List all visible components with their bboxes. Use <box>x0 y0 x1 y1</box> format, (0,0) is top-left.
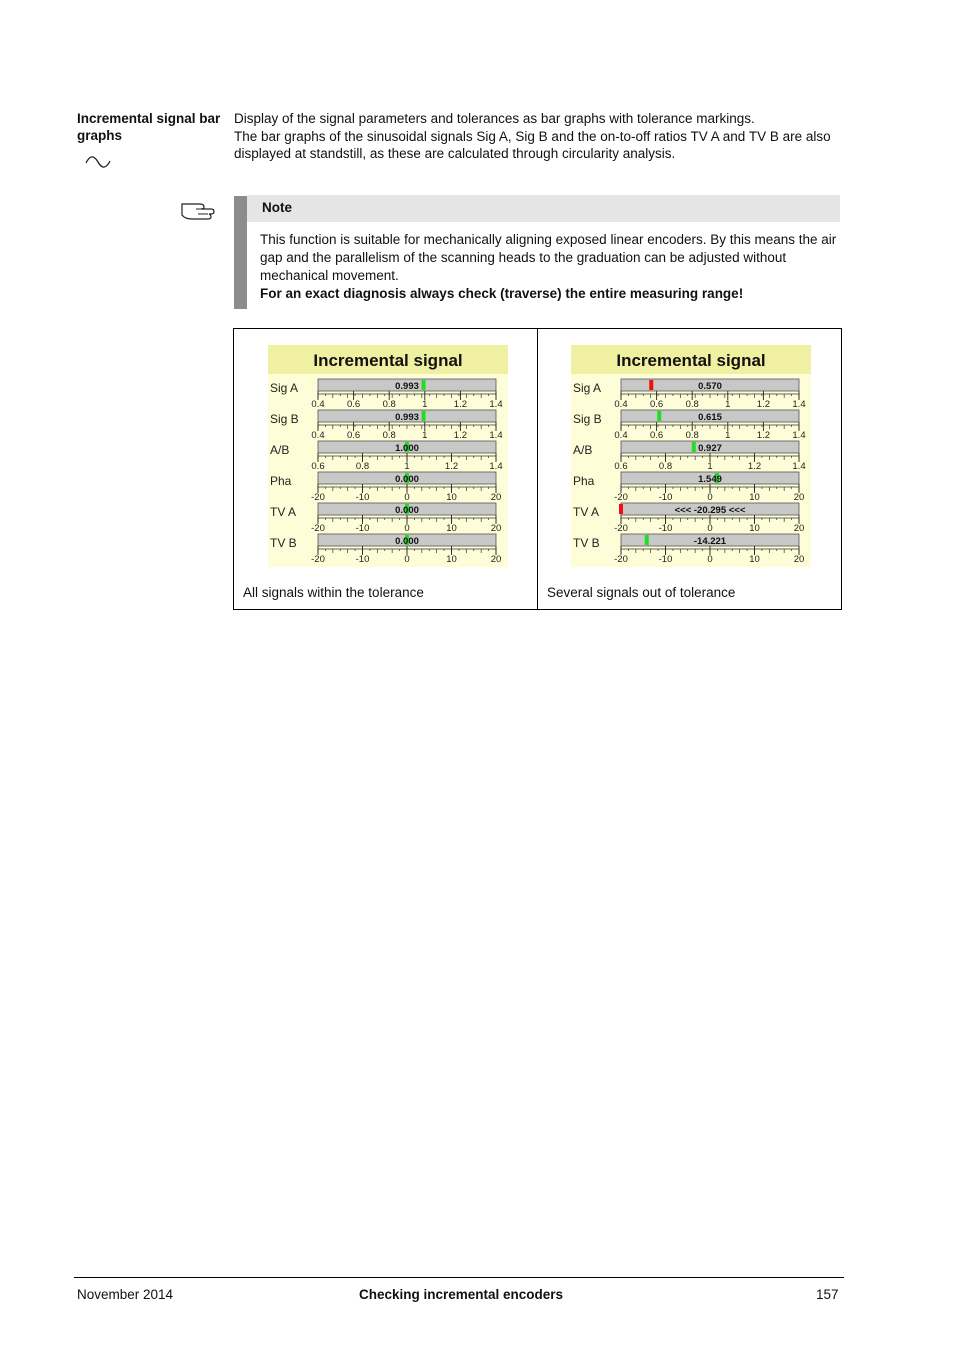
panel-title: Incremental signal <box>268 345 508 374</box>
tick-label: 1 <box>422 399 428 410</box>
tick-label: 1.4 <box>792 399 806 410</box>
tick-label: 1 <box>725 399 731 410</box>
tick-label: 0.4 <box>311 430 325 441</box>
tick-label: 1.2 <box>756 399 771 410</box>
tick-label: 0.6 <box>346 399 361 410</box>
bar-graph-panel <box>571 374 811 567</box>
footer-section-title: Checking incremental encoders <box>359 1287 564 1302</box>
tick-label: -10 <box>658 492 673 503</box>
tick-label: 1.4 <box>792 430 806 441</box>
tick-label: 0.6 <box>346 430 361 441</box>
signal-value: 0.927 <box>698 443 722 454</box>
panel-title: Incremental signal <box>571 345 811 374</box>
tick-label: -20 <box>311 492 325 503</box>
tick-label: 20 <box>490 523 502 534</box>
tick-label: 0.4 <box>614 399 628 410</box>
signal-label: A/B <box>573 443 593 457</box>
signal-value: 0.993 <box>395 412 419 423</box>
signal-value: 0.615 <box>698 412 722 423</box>
signal-label: TV B <box>573 536 600 550</box>
signal-label: TV A <box>270 505 297 519</box>
signal-value: <<< -20.295 <<< <box>674 505 746 516</box>
tick-label: -10 <box>355 523 370 534</box>
tick-label: 0 <box>707 523 713 534</box>
tick-label: 0.8 <box>685 430 699 441</box>
signal-label: Sig A <box>270 381 299 395</box>
signal-label: Sig A <box>573 381 602 395</box>
tick-label: 1.2 <box>756 430 771 441</box>
tick-label: 1.4 <box>792 461 806 472</box>
pointing-hand-icon <box>180 196 216 222</box>
tick-label: 1.2 <box>747 461 762 472</box>
value-marker <box>645 535 649 545</box>
signal-label: Pha <box>573 474 595 488</box>
value-marker <box>657 411 661 421</box>
tick-label: 1 <box>422 430 428 441</box>
sine-wave-icon <box>84 154 112 170</box>
value-marker <box>422 411 426 421</box>
tick-label: -20 <box>614 554 628 565</box>
tick-label: 10 <box>749 492 760 503</box>
tick-label: 0.6 <box>649 430 664 441</box>
figure-caption: All signals within the tolerance <box>243 585 424 600</box>
tick-label: -20 <box>311 554 325 565</box>
tick-label: 20 <box>490 554 502 565</box>
bar-graph-panel <box>268 374 508 567</box>
tick-label: 0.6 <box>311 461 325 472</box>
value-marker <box>422 380 426 390</box>
signal-value: 1.000 <box>395 443 419 454</box>
tick-label: 20 <box>793 554 805 565</box>
tick-label: 20 <box>490 492 502 503</box>
tick-label: 1 <box>725 430 731 441</box>
tick-label: 0.8 <box>685 399 699 410</box>
tick-label: 1 <box>707 461 713 472</box>
signal-label: Pha <box>270 474 292 488</box>
tick-label: -20 <box>614 492 628 503</box>
signal-label: TV A <box>573 505 600 519</box>
tick-label: 20 <box>793 523 805 534</box>
page-number: 157 <box>816 1287 839 1302</box>
tick-label: -10 <box>658 554 673 565</box>
tick-label: -10 <box>355 492 370 503</box>
value-marker <box>619 504 623 514</box>
tick-label: 20 <box>793 492 805 503</box>
signal-value: -14.221 <box>693 536 727 547</box>
figure-table <box>233 328 842 610</box>
tick-label: 1.4 <box>489 399 503 410</box>
tick-label: 0.8 <box>382 430 396 441</box>
footer-rule <box>74 1277 844 1278</box>
note-emphasis: For an exact diagnosis always check (traverse) the entire measuring range! <box>260 286 744 301</box>
intro-paragraph <box>234 110 844 163</box>
tick-label: 0.8 <box>382 399 396 410</box>
intro-text: Display of the signal parameters and tolerances as bar graphs with tolerance markings. The bar graphs of the sinusoidal signals Sig A, Sig B and the on-to-off ratios TV A and TV B are also displayed at standstill, as these are calculated through circularity analysis. <box>234 111 831 161</box>
tick-label: -10 <box>355 554 370 565</box>
tick-label: 1.4 <box>489 461 503 472</box>
tick-label: 0 <box>707 492 713 503</box>
tick-label: 0.4 <box>614 430 628 441</box>
value-marker <box>649 380 653 390</box>
signal-label: Sig B <box>573 412 602 426</box>
note-accent-bar <box>234 196 247 309</box>
value-marker <box>692 442 696 452</box>
tick-label: -10 <box>658 523 673 534</box>
tick-label: 1.4 <box>489 430 503 441</box>
tick-label: 10 <box>749 554 760 565</box>
tick-label: 10 <box>446 523 457 534</box>
signal-panel-in-tolerance <box>268 345 508 567</box>
note-body <box>260 231 840 303</box>
tick-label: 1.2 <box>444 461 459 472</box>
tick-label: 10 <box>446 554 457 565</box>
tick-label: 0.6 <box>614 461 628 472</box>
tick-label: 0.8 <box>355 461 370 472</box>
note-title: Note <box>247 195 840 222</box>
tick-label: 10 <box>749 523 760 534</box>
signal-label: Sig B <box>270 412 299 426</box>
footer-date: November 2014 <box>77 1287 174 1302</box>
signal-value: 0.000 <box>395 474 419 485</box>
note-text: This function is suitable for mechanically aligning exposed linear encoders. By this means the air gap and the parallelism of the scanning heads to the graduation can be adjusted without mechanical movement. <box>260 232 837 283</box>
tick-label: 0 <box>404 554 410 565</box>
tick-label: 0.6 <box>649 399 664 410</box>
signal-label: TV B <box>270 536 297 550</box>
signal-value: 0.570 <box>698 381 722 392</box>
tick-label: -20 <box>311 523 325 534</box>
section-heading: Incremental signal bar graphs <box>77 111 221 143</box>
signal-value: 0.000 <box>395 536 419 547</box>
signal-value: 1.549 <box>698 474 722 485</box>
tick-label: 0 <box>404 492 410 503</box>
figure-caption: Several signals out of tolerance <box>547 585 736 600</box>
tick-label: 1.2 <box>453 399 468 410</box>
tick-label: 0.4 <box>311 399 325 410</box>
signal-panel-out-of-tolerance <box>571 345 811 567</box>
signal-label: A/B <box>270 443 290 457</box>
tick-label: 0.8 <box>658 461 673 472</box>
tick-label: 10 <box>446 492 457 503</box>
signal-value: 0.000 <box>395 505 419 516</box>
tick-label: 0 <box>707 554 713 565</box>
signal-value: 0.993 <box>395 381 419 392</box>
tick-label: 1.2 <box>453 430 468 441</box>
tick-label: -20 <box>614 523 628 534</box>
tick-label: 0 <box>404 523 410 534</box>
tick-label: 1 <box>404 461 410 472</box>
figure-divider <box>537 329 538 609</box>
